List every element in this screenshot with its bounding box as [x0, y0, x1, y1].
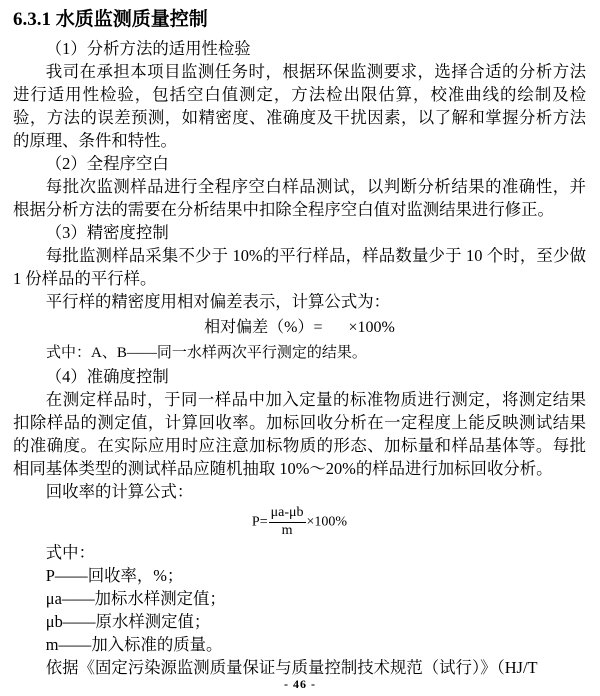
definition-m: m——加入标准的质量。: [45, 635, 223, 654]
formula-variables-note: 式中：A、B——同一水样两次平行测定的结果。: [46, 345, 367, 361]
section-1-heading: （1）分析方法的适用性检验: [45, 39, 251, 58]
section-3-heading: （3）精密度控制: [45, 223, 169, 242]
section-2-body: 每批次监测样品进行全程序空白样品测试，以判断分析结果的准确性，并根据分析方法的需要在分析结果中扣除全程序空白值对监测结果进行修正。: [13, 177, 586, 219]
formula-rhs: ×100%: [348, 319, 395, 336]
reference-line: 依据《固定污染源监测质量保证与质量控制技术规范（试行）》（HJ/T: [45, 658, 538, 677]
page-number: - 46 -: [284, 677, 316, 691]
doc-title: 6.3.1 水质监测质量控制: [13, 9, 208, 30]
section-3-body: 每批监测样品采集不少于 10%的平行样品，样品数量少于 10 个时，至少做 1 份样品的平行样。: [13, 246, 586, 288]
section-4-heading: （4）准确度控制: [45, 367, 169, 386]
section-2-heading: （2）全程序空白: [45, 154, 169, 173]
section-1-body: 我司在承担本项目监测任务时，根据环保监测要求，选择合适的分析方法进行适用性检验，包括空白值测定，方法检出限估算，校准曲线的绘制及检验，方法的误差预测，如精密度、准确度及干扰因素，以了解和掌握分析方法的原理、条件和特性。: [13, 62, 586, 150]
section-4-body: 在测定样品时，于同一样品中加入定量的标准物质进行测定，将测定结果扣除样品的测定值，计算回收率。加标回收分析在一定程度上能反映测试结果的准确度。在实际应用时应注意加标物质的形态、加标量和样品基体等。每批相同基体类型的测试样品应随机抽取 10%～20%的样品进行加标回收分析。: [13, 390, 586, 478]
definition-mu-a: μa——加标水样测定值；: [45, 589, 226, 608]
section-4-formula-intro: 回收率的计算公式：: [45, 482, 194, 501]
formula-lhs: P=: [251, 514, 268, 530]
formula-fraction: [269, 505, 306, 539]
definition-mu-b: μb——原水样测定值；: [45, 612, 211, 631]
relative-deviation-formula: [13, 316, 586, 339]
formula-rhs: ×100%: [306, 514, 348, 530]
definition-p: P——回收率，%；: [45, 566, 184, 585]
where-label: 式中：: [45, 543, 95, 562]
formula-numerator: μa-μb: [269, 505, 306, 523]
formula-denominator: m: [281, 523, 293, 539]
formula-lhs: 相对偏差（%）=: [204, 319, 323, 336]
section-3-formula-intro: 平行样的精密度用相对偏差表示，计算公式为：: [45, 292, 390, 311]
recovery-rate-formula: [13, 505, 586, 539]
